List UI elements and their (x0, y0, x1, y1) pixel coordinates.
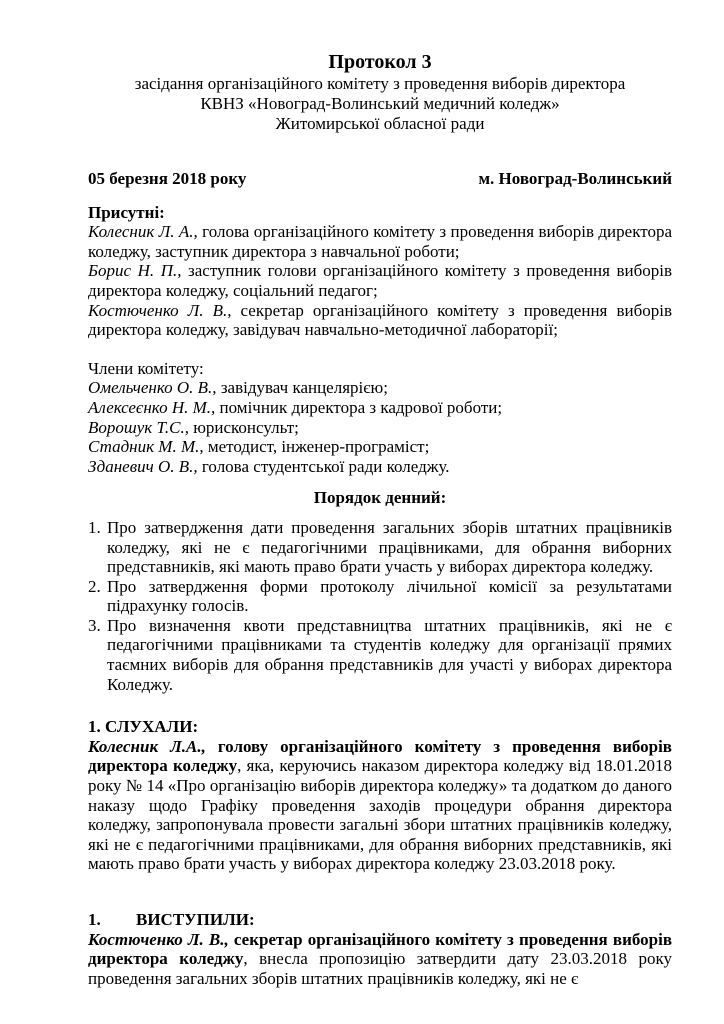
agenda-item (88, 518, 672, 577)
member-person (88, 457, 672, 477)
person-name: Борис Н. П., (88, 261, 182, 281)
meeting-date: 05 березня 2018 року (88, 169, 247, 188)
agenda-list (88, 518, 672, 694)
person-role: заступник голови організаційного комітету з проведення виборів директора коледжу, соціальний педагог; (88, 261, 672, 300)
agenda-item-text: Про затвердження форми протоколу лічильної комісії за результатами підрахунку голосів. (107, 576, 672, 616)
person-role: помічник директора з кадрової роботи; (215, 397, 503, 417)
agenda-item-number: 3. (88, 615, 101, 635)
present-person (88, 261, 672, 300)
person-name: Колесник Л. А., (88, 222, 198, 242)
meeting-place: м. Новоград-Волинський (478, 169, 672, 188)
person-role: голова організаційного комітету з проведення виборів директора коледжу, заступник директора з навчальної роботи; (88, 222, 672, 261)
subtitle-line-2: КВНЗ «Новоград-Волинський медичний коледж» (200, 94, 560, 113)
spoke-paragraph (88, 930, 672, 989)
person-role: секретар організаційного комітету з проведення виборів директора коледжу, завідувач навчально-методичної лабораторії; (88, 300, 672, 340)
spoke-heading (88, 910, 672, 930)
agenda-item (88, 577, 672, 616)
heard-speaker-role: голову організаційного комітету з проведення виборів директора коледжу (88, 736, 672, 776)
person-name: Стадник М. М., (88, 437, 204, 457)
spoke-speaker-role: секретар організаційного комітету з проведення виборів директора коледжу (88, 929, 673, 969)
present-person (88, 301, 672, 340)
agenda-item-text: Про визначення квоти представництва штатних працівників, які не є педагогічними працівниками та студентів коледжу для організації прямих таємних виборів для обрання представників для участі у виборах директора Коледжу. (107, 615, 672, 694)
person-name: Ворошук Т.С., (88, 417, 189, 437)
subtitle-line-1: засідання організаційного комітету з проведення виборів директора (134, 74, 626, 93)
agenda-item-number: 2. (88, 576, 101, 596)
person-name: Зданевич О. В., (88, 456, 198, 476)
person-role: голова студентської ради коледжу. (197, 456, 450, 476)
heard-heading: 1. СЛУХАЛИ: (88, 717, 199, 737)
spoke-text: , внесла пропозицію затвердити дату 23.03.2018 року проведення загальних зборів штатних працівників коледжу, які не є (88, 949, 672, 988)
person-name: Алексеєнко Н. М., (88, 397, 216, 417)
agenda-item (88, 616, 672, 694)
present-person (88, 222, 672, 261)
document-page (88, 50, 672, 988)
spoke-heading-label: ВИСТУПИЛИ: (136, 910, 255, 929)
present-heading: Присутні: (88, 202, 165, 222)
person-role: методист, інженер-програміст; (203, 437, 430, 457)
members-heading: Члени комітету: (88, 358, 204, 378)
member-person (88, 437, 672, 457)
heard-text: , яка, керуючись наказом директора коледжу від 18.01.2018 року № 14 «Про організацію виборів директора коледжу» та додатком до даного наказу щодо Графіку проведення заходів процедури обрання директора коледжу, запропонувала провести загальні збори штатних працівників коледжу, які не є педагогічними працівниками, для обрання виборних представників, які мають право брати участь у виборах директора коледжу 23.03.2018 року. (88, 756, 672, 874)
spoke-speaker: Костюченко Л. В., (88, 929, 229, 949)
date-place-line (88, 169, 672, 189)
member-person (88, 378, 672, 398)
protocol-title: Протокол 3 (328, 51, 432, 73)
heard-paragraph (88, 737, 672, 874)
agenda-heading: Порядок денний: (313, 488, 447, 508)
spoke-number: 1. (88, 910, 101, 929)
person-name: Костюченко Л. В., (88, 300, 232, 320)
agenda-item-number: 1. (88, 517, 101, 537)
subtitle-line-3: Житомирської обласної ради (275, 114, 485, 133)
person-role: завідувач канцелярією; (216, 378, 388, 398)
heard-speaker: Колесник Л.А., (88, 736, 206, 756)
member-person (88, 418, 672, 438)
person-name: Омельченко О. В., (88, 378, 217, 398)
agenda-item-text: Про затвердження дати проведення загальних зборів штатних працівників коледжу, які не є педагогічними працівниками, для обрання виборних представників, які мають право брати участь у виборах директора коледжу. (107, 517, 672, 577)
person-role: юрисконсульт; (188, 417, 299, 437)
member-person (88, 398, 672, 418)
